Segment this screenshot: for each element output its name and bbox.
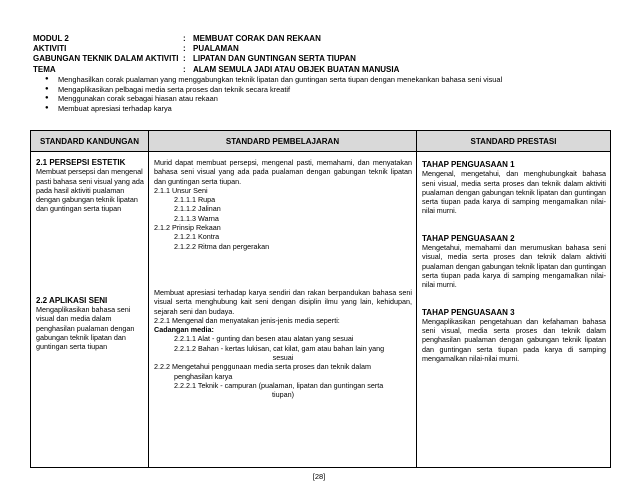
- learning-item: 2.2.1.2 Bahan - kertas lukisan, cat kilat, gam atau bahan lain yang: [174, 343, 385, 353]
- learning-item: 2.1.1.2 Jalinan: [174, 204, 221, 214]
- level-title: TAHAP PENGUASAAN 1: [422, 160, 515, 169]
- header-row-aktiviti: AKTIVITI : PUALAMAN: [33, 44, 239, 54]
- objectives-list: [45, 75, 605, 113]
- level-body: Mengetahui, memahami dan merumuskan bahasa seni visual, media serta proses dan teknik dalam aktiviti pualaman dengan gabungan teknik lipatan dan guntingan serta tiupan pada karya di samping mengamalkan nilai-nilai murni.: [422, 243, 606, 290]
- header-standard-kandungan: STANDARD KANDUNGAN: [31, 131, 149, 152]
- bullet-icon: ●: [45, 104, 49, 111]
- list-item: ● Mengaplikasikan pelbagai media serta proses dan teknik secara kreatif: [45, 84, 291, 94]
- level-body: Mengaplikasikan pengetahuan dan kefahaman bahasa seni visual, media serta proses dan teknik dalam penghasilan pualaman dengan gabungan teknik lipatan dan guntingan serta tiupan pada karya di samping mengamalkan nilai-nilai murni.: [422, 316, 606, 364]
- prestasi-cell: [417, 152, 611, 468]
- learning-item: Cadangan media:: [154, 325, 214, 335]
- list-item: ● Membuat apresiasi terhadap karya: [45, 103, 172, 113]
- header-row-gabungan: GABUNGAN TEKNIK DALAM AKTIVITI : LIPATAN DAN GUNTINGAN SERTA TIUPAN: [33, 54, 356, 64]
- header-standard-prestasi: STANDARD PRESTASI: [417, 131, 611, 152]
- learning-item: 2.1.2 Prinsip Rekaan: [154, 223, 221, 233]
- bullet-icon: ●: [45, 95, 49, 102]
- list-item: ● Menghasilkan corak pualaman yang menggabungkan teknik lipatan dan guntingan serta tiupan dengan menekankan bahasa seni visual: [45, 75, 503, 84]
- bullet-icon: ●: [45, 85, 49, 92]
- section-body: Mengaplikasikan bahasa seni visual dan media dalam penghasilan pualaman dengan gabungan teknik lipatan dan guntingan serta tiupan: [36, 305, 135, 352]
- header-row-modul: MODUL 2 : MEMBUAT CORAK DAN REKAAN: [33, 34, 321, 43]
- level-title: TAHAP PENGUASAAN 3: [422, 307, 515, 317]
- standards-table: [30, 130, 611, 468]
- header-row-tema: TEMA : ALAM SEMULA JADI ATAU OBJEK BUATAN MANUSIA: [33, 64, 400, 74]
- learning-item: 2.2.2.1 Teknik - campuran (pualaman, lipatan dan guntingan serta: [174, 380, 384, 390]
- kandungan-cell: [31, 152, 149, 468]
- level-block: [422, 234, 606, 290]
- learning-item: 2.2.1 Mengenal dan menyatakan jenis-jenis media seperti:: [154, 315, 340, 325]
- level-body: Mengenal, mengetahui, dan menghubungkait bahasa seni visual, media serta proses dan teknik dalam aktiviti pualaman dengan gabungan teknik lipatan dan guntingan serta tiupan pada karya di samping mengamalkan nilai-nilai murni.: [422, 169, 606, 216]
- list-item: ● Menggunakan corak sebagai hiasan atau rekaan: [45, 94, 218, 104]
- learning-paragraph: Membuat apresiasi terhadap karya sendiri dan rakan berpandukan bahasa seni visual serta menghubung kait seni dengan disiplin ilmu yang lain, kehidupan, sejarah seni dan budaya.: [154, 287, 412, 316]
- header-standard-pembelajaran: STANDARD PEMBELAJARAN: [149, 131, 417, 152]
- level-title: TAHAP PENGUASAAN 2: [422, 233, 515, 243]
- learning-item: 2.1.1.1 Rupa: [174, 195, 216, 205]
- learning-item: 2.1.1 Unsur Seni: [154, 185, 208, 195]
- learning-item: sesuai: [272, 353, 294, 363]
- learning-item: 2.2.2 Mengetahui penggunaan media serta proses dan teknik dalam: [154, 362, 371, 372]
- learning-item: 2.1.1.3 Warna: [174, 213, 219, 223]
- level-block: [422, 308, 606, 364]
- learning-item: 2.1.2.1 Kontra: [174, 232, 220, 242]
- section-title: 2.1 PERSEPSI ESTETIK: [36, 158, 126, 167]
- learning-item: 2.1.2.2 Ritma dan pergerakan: [174, 241, 270, 251]
- learning-item: 2.2.1.1 Alat - gunting dan besen atau alatan yang sesuai: [174, 334, 354, 344]
- level-block: [422, 160, 606, 216]
- page-number: [28]: [312, 472, 326, 481]
- pembelajaran-cell: [149, 152, 417, 468]
- section-body: Membuat persepsi dan mengenal pasti bahasa seni visual yang ada pada hasil aktiviti pualaman dengan gabungan teknik lipatan dan guntingan serta tiupan: [36, 167, 144, 214]
- learning-item: penghasilan karya: [174, 371, 233, 381]
- table-row: [31, 152, 611, 468]
- bullet-icon: ●: [45, 76, 49, 82]
- learning-paragraph: Murid dapat membuat persepsi, mengenal pasti, memahami, dan menyatakan bahasa seni visual yang ada pada pualaman dengan gabungan teknik lipatan dan guntingan serta tiupan.: [154, 158, 412, 186]
- section-title: 2.2 APLIKASI SENI: [36, 295, 108, 305]
- module-header: [33, 34, 593, 75]
- table-header-row: [31, 131, 611, 152]
- learning-item: tiupan): [272, 390, 294, 400]
